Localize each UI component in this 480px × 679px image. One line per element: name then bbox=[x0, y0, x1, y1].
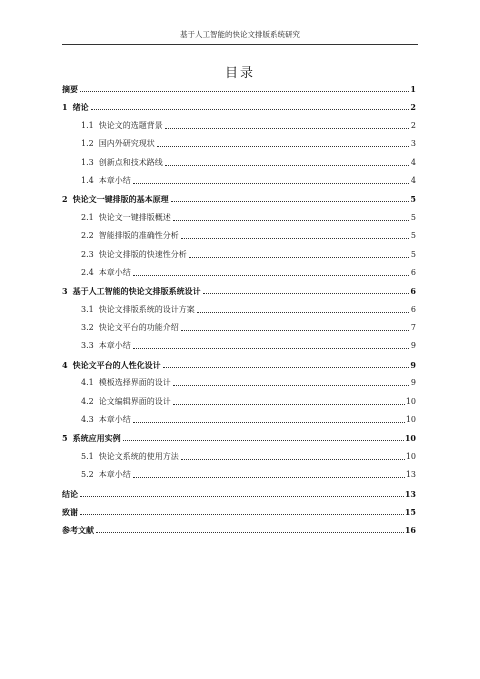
dot-leader bbox=[80, 496, 404, 497]
dot-leader bbox=[173, 385, 409, 386]
toc-entry-page-number: 4 bbox=[410, 157, 416, 167]
toc-entry-number: 4 bbox=[62, 359, 68, 370]
toc-entry-title: 快论文一键排版的基本原理 bbox=[72, 194, 169, 205]
toc-entry-page-number: 10 bbox=[405, 396, 416, 406]
toc-entry-number: 1 bbox=[62, 102, 68, 113]
toc-title: 目录 bbox=[224, 66, 255, 81]
toc-entry-page-number: 2 bbox=[410, 120, 416, 130]
dot-leader bbox=[173, 220, 409, 221]
toc-entry-title: 快论文系统的使用方法 bbox=[98, 451, 179, 461]
toc-entry-page-number: 5 bbox=[410, 212, 416, 222]
toc-entry-page-number: 7 bbox=[410, 323, 416, 333]
dot-leader bbox=[181, 330, 409, 331]
toc-entry[interactable] bbox=[62, 158, 416, 168]
dot-leader bbox=[171, 201, 409, 202]
toc-entry[interactable] bbox=[62, 341, 416, 351]
toc-entry-title: 本章小结 bbox=[98, 415, 131, 425]
toc-entry-title: 快论文的选题背景 bbox=[98, 120, 163, 130]
toc-entry[interactable] bbox=[62, 102, 416, 112]
toc-entry-page-number: 9 bbox=[410, 341, 416, 351]
toc-entry-page-number: 2 bbox=[410, 102, 416, 113]
toc-entry-page-number: 5 bbox=[410, 249, 416, 259]
toc-entry-title: 国内外研究现状 bbox=[98, 139, 155, 149]
toc-entry[interactable] bbox=[62, 268, 416, 278]
toc-entry-page-number: 6 bbox=[410, 267, 416, 277]
toc-entry[interactable] bbox=[62, 470, 416, 480]
toc-entry[interactable] bbox=[62, 323, 416, 333]
toc-entry[interactable] bbox=[62, 250, 416, 260]
dot-leader bbox=[80, 91, 409, 92]
toc-entry-page-number: 15 bbox=[404, 506, 416, 517]
toc-entry-page-number: 1 bbox=[410, 84, 416, 94]
toc-entry-title: 本章小结 bbox=[98, 341, 131, 351]
toc-entry-title: 基于人工智能的快论文排版系统设计 bbox=[72, 286, 201, 297]
toc-entry-number: 5 bbox=[62, 433, 68, 444]
toc-entry[interactable] bbox=[62, 231, 416, 241]
dot-leader bbox=[157, 146, 409, 147]
toc-entry-page-number: 13 bbox=[405, 470, 416, 480]
toc-entry[interactable] bbox=[62, 415, 416, 425]
toc-entry-title: 本章小结 bbox=[98, 175, 131, 185]
dot-leader bbox=[165, 128, 409, 129]
dot-leader bbox=[197, 312, 409, 313]
toc-entry-number: 4.2 bbox=[81, 396, 94, 406]
toc-entry[interactable] bbox=[62, 452, 416, 462]
toc-entry[interactable] bbox=[62, 84, 416, 94]
dot-leader bbox=[123, 440, 404, 441]
toc-entry-title: 快论文平台的功能介绍 bbox=[98, 323, 179, 333]
toc-entry-title: 本章小结 bbox=[98, 470, 131, 480]
dot-leader bbox=[165, 165, 409, 166]
dot-leader bbox=[80, 514, 404, 515]
toc-entry-number: 3 bbox=[62, 286, 68, 297]
toc-entry-number: 1.1 bbox=[81, 120, 94, 130]
table-of-contents bbox=[62, 84, 416, 544]
toc-entry-page-number: 6 bbox=[410, 286, 416, 297]
toc-entry[interactable] bbox=[62, 525, 416, 535]
toc-entry-page-number: 10 bbox=[405, 451, 416, 461]
toc-entry-number: 2.3 bbox=[81, 249, 94, 259]
toc-entry-number: 4.1 bbox=[81, 378, 94, 388]
toc-entry-title: 快论文平台的人性化设计 bbox=[72, 359, 161, 370]
toc-entry-number: 2.1 bbox=[81, 212, 94, 222]
toc-entry-title: 快论文一键排版概述 bbox=[98, 212, 171, 222]
toc-entry-number: 3.2 bbox=[81, 323, 94, 333]
toc-entry-page-number: 13 bbox=[404, 488, 416, 499]
toc-entry-page-number: 9 bbox=[410, 359, 416, 370]
dot-leader bbox=[96, 532, 404, 533]
toc-entry-title: 系统应用实例 bbox=[72, 433, 121, 444]
toc-entry-number: 2.4 bbox=[81, 267, 94, 277]
toc-entry-number: 5.2 bbox=[81, 470, 94, 480]
running-header: 基于人工智能的快论文排版系统研究 bbox=[62, 29, 418, 45]
toc-entry-title: 智能排版的准确性分析 bbox=[98, 231, 179, 241]
toc-entry[interactable] bbox=[62, 305, 416, 315]
toc-entry[interactable] bbox=[62, 507, 416, 517]
dot-leader bbox=[133, 348, 409, 349]
toc-entry-title: 快论文排版的快速性分析 bbox=[98, 249, 187, 259]
toc-entry-title: 绪论 bbox=[72, 102, 89, 113]
toc-entry-number: 1.3 bbox=[81, 157, 94, 167]
dot-leader bbox=[173, 404, 405, 405]
toc-entry-page-number: 3 bbox=[410, 139, 416, 149]
toc-entry-number: 2 bbox=[62, 194, 68, 205]
toc-entry-title: 本章小结 bbox=[98, 267, 131, 277]
dot-leader bbox=[133, 477, 405, 478]
toc-entry[interactable] bbox=[62, 213, 416, 223]
toc-entry[interactable] bbox=[62, 360, 416, 370]
toc-entry[interactable] bbox=[62, 194, 416, 204]
toc-entry-title: 快论文排版系统的设计方案 bbox=[98, 304, 195, 314]
dot-leader bbox=[203, 293, 409, 294]
toc-entry[interactable] bbox=[62, 397, 416, 407]
dot-leader bbox=[189, 257, 409, 258]
toc-entry-number: 4.3 bbox=[81, 415, 94, 425]
toc-entry[interactable] bbox=[62, 433, 416, 443]
toc-entry-title: 参考文献 bbox=[62, 525, 94, 536]
toc-entry[interactable] bbox=[62, 286, 416, 296]
toc-entry-number: 3.3 bbox=[81, 341, 94, 351]
toc-entry[interactable] bbox=[62, 176, 416, 186]
dot-leader bbox=[91, 109, 409, 110]
toc-entry-page-number: 10 bbox=[405, 415, 416, 425]
toc-entry-page-number: 10 bbox=[404, 433, 416, 444]
toc-entry-title: 结论 bbox=[62, 488, 78, 499]
toc-entry-page-number: 5 bbox=[410, 194, 416, 205]
dot-leader bbox=[133, 275, 409, 276]
dot-leader bbox=[181, 459, 405, 460]
toc-entry-page-number: 16 bbox=[404, 525, 416, 536]
dot-leader bbox=[133, 183, 409, 184]
toc-entry-title: 模板选择界面的设计 bbox=[98, 378, 171, 388]
toc-entry-page-number: 9 bbox=[410, 378, 416, 388]
toc-entry-number: 3.1 bbox=[81, 304, 94, 314]
toc-entry-title: 论文编辑界面的设计 bbox=[98, 396, 171, 406]
toc-entry-title: 摘要 bbox=[62, 84, 78, 94]
toc-entry-title: 创新点和技术路线 bbox=[98, 157, 163, 167]
toc-entry-page-number: 4 bbox=[410, 175, 416, 185]
toc-entry[interactable] bbox=[62, 378, 416, 388]
toc-entry-number: 5.1 bbox=[81, 451, 94, 461]
toc-entry-title: 致谢 bbox=[62, 506, 78, 517]
toc-entry[interactable] bbox=[62, 139, 416, 149]
toc-entry-number: 1.4 bbox=[81, 175, 94, 185]
toc-entry[interactable] bbox=[62, 121, 416, 131]
dot-leader bbox=[133, 422, 405, 423]
dot-leader bbox=[181, 238, 409, 239]
toc-entry-number: 2.2 bbox=[81, 231, 94, 241]
toc-entry-page-number: 5 bbox=[410, 231, 416, 241]
toc-entry[interactable] bbox=[62, 489, 416, 499]
toc-entry-page-number: 6 bbox=[410, 304, 416, 314]
dot-leader bbox=[163, 367, 409, 368]
toc-entry-number: 1.2 bbox=[81, 139, 94, 149]
